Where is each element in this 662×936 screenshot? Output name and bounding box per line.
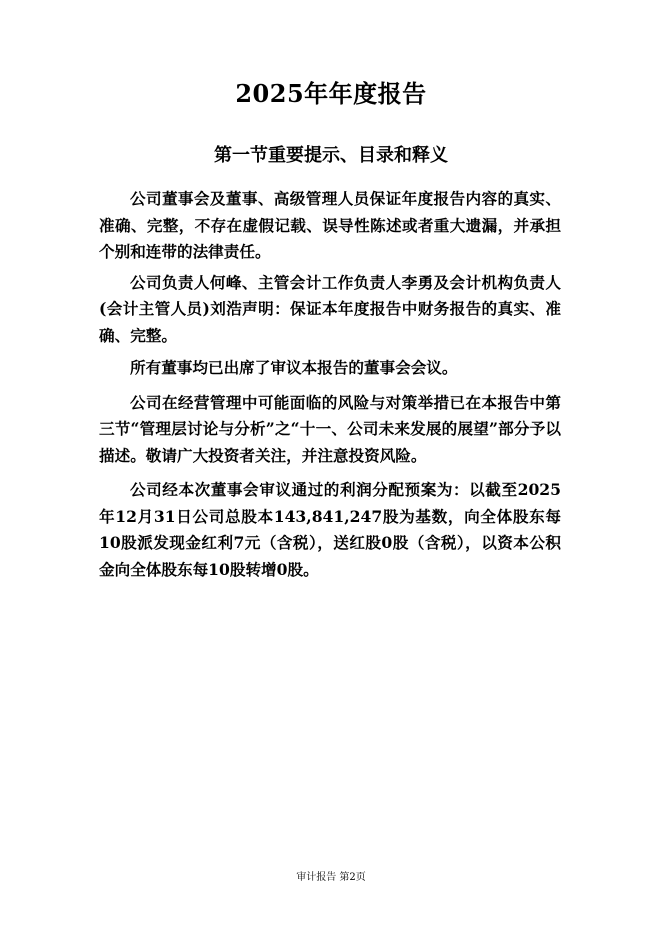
paragraph-risk-notice: 公司在经营管理中可能面临的风险与对策举措已在本报告中第三节“管理层讨论与分析”之“十一、公司未来发展的展望”部分予以描述。敬请广大投资者关注，并注意投资风险。 [99,392,561,465]
report-title: 2025年年度报告 [235,79,427,108]
page-footer: 审计报告 第2页 [296,872,366,883]
document-body [99,186,561,583]
paragraph-responsible-persons-statement: 公司负责人何峰、主管会计工作负责人李勇及会计机构负责人(会计主管人员)刘浩声明：保证本年度报告中财务报告的真实、准确、完整。 [99,272,561,345]
paragraph-profit-distribution: 公司经本次董事会审议通过的利润分配预案为：以截至2025年12月31日公司总股本143,841,247股为基数，向全体股东每10股派发现金红利7元（含税），送红股0股（含税），以资本公积金向全体股东每10股转增0股。 [99,480,561,579]
paragraph-board-guarantee: 公司董事会及董事、高级管理人员保证年度报告内容的真实、准确、完整，不存在虚假记载、误导性陈述或者重大遗漏，并承担个别和连带的法律责任。 [99,189,561,261]
paragraph-board-attendance: 所有董事均已出席了审议本报告的董事会会议。 [130,358,458,377]
section-title: 第一节重要提示、目录和释义 [214,145,448,166]
